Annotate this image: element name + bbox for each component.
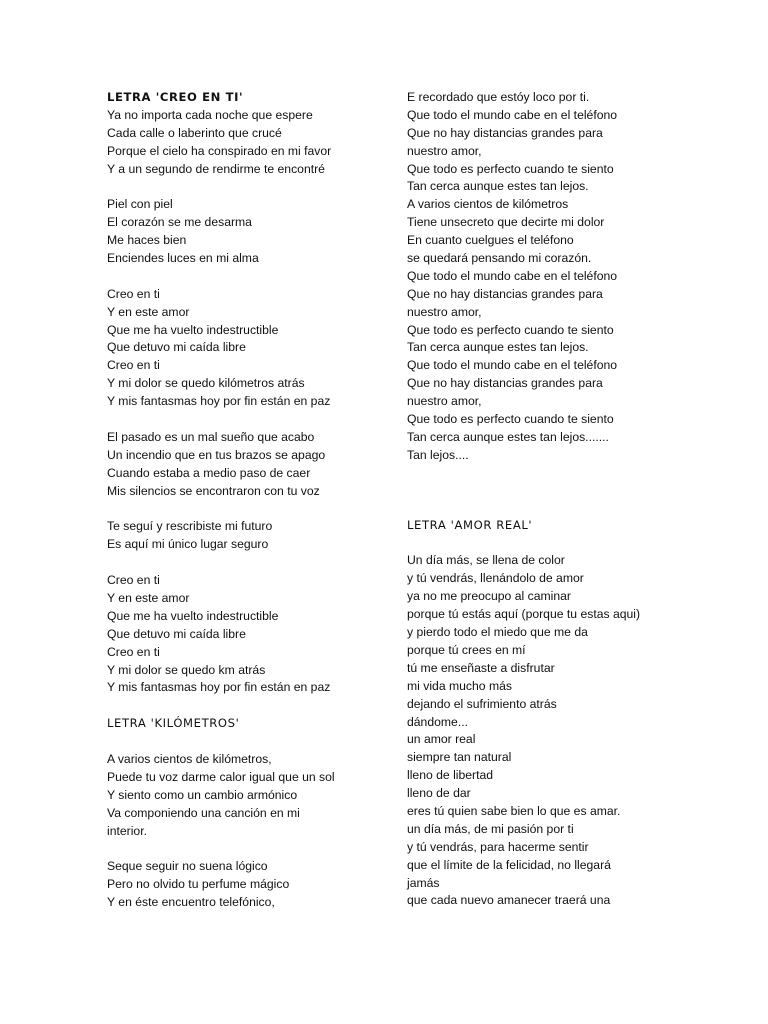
lyric-line: jamás	[407, 875, 440, 890]
lyric-line: se quedará pensando mi corazón.	[407, 251, 592, 266]
lyric-line: nuestro amor,	[407, 394, 482, 409]
lyric-line: Cuando estaba a medio paso de caer	[107, 465, 311, 480]
lyric-line: Que todo es perfecto cuando te siento	[407, 161, 614, 176]
lyric-line: Y en este amor	[107, 304, 190, 319]
stanza-gap	[107, 697, 392, 715]
lyric-line: Tan cerca aunque estes tan lejos.......	[407, 429, 609, 444]
lyric-line: Un incendio que en tus brazos se apago	[107, 447, 326, 462]
lyric-line: dándome...	[407, 714, 468, 729]
stanza-gap	[107, 268, 392, 286]
lyric-line: Y mi dolor se quedo km atrás	[107, 662, 266, 677]
lyric-line: Tiene unsecreto que decirte mi dolor	[407, 215, 605, 230]
lyric-line: y pierdo todo el miedo que me da	[407, 625, 588, 640]
stanza-gap	[407, 535, 707, 553]
lyric-line: y tú vendrás, para hacerme sentir	[407, 839, 589, 854]
lyric-line: Que todo el mundo cabe en el teléfono	[407, 358, 618, 373]
lyric-line: Piel con piel	[107, 197, 173, 212]
lyric-line: mi vida mucho más	[407, 678, 512, 693]
lyric-line: Enciendes luces en mi alma	[107, 251, 259, 266]
lyric-line: Creo en ti	[107, 573, 160, 588]
left-column	[107, 89, 392, 912]
lyric-line: Te seguí y rescribiste mi futuro	[107, 519, 273, 534]
lyric-line: Que todo es perfecto cuando te siento	[407, 412, 614, 427]
lyric-line: siempre tan natural	[407, 750, 512, 765]
lyric-line: Ya no importa cada noche que espere	[107, 107, 313, 122]
lyric-line: Creo en ti	[107, 286, 160, 301]
lyric-line: Creo en ti	[107, 358, 160, 373]
lyric-line: En cuanto cuelgues el teléfono	[407, 233, 574, 248]
title-amor-real: LETRA 'AMOR REAL'	[407, 517, 533, 532]
lyric-line: Y a un segundo de rendirme te encontré	[107, 161, 325, 176]
lyric-line: Es aquí mi único lugar seguro	[107, 537, 269, 552]
lyric-line: y tú vendrás, llenándolo de amor	[407, 571, 584, 586]
lyric-line: Que me ha vuelto indestructible	[107, 608, 279, 623]
lyric-line: nuestro amor,	[407, 143, 482, 158]
lyric-line: lleno de libertad	[407, 768, 494, 783]
lyric-line: El corazón se me desarma	[107, 215, 252, 230]
lyric-line: Que todo es perfecto cuando te siento	[407, 322, 614, 337]
lyric-line: Y siento como un cambio armónico	[107, 787, 298, 802]
stanza-gap	[107, 178, 392, 196]
lyric-line: que el límite de la felicidad, no llegará	[407, 857, 611, 872]
lyric-line: Y mis fantasmas hoy por fin están en paz	[107, 394, 331, 409]
lyric-line: Pero no olvido tu perfume mágico	[107, 877, 290, 892]
stanza-gap	[107, 500, 392, 518]
lyric-line: Tan cerca aunque estes tan lejos.	[407, 340, 589, 355]
lyric-line: A varios cientos de kilómetros,	[107, 751, 272, 766]
title-kilometros: LETRA 'KILÓMETROS'	[107, 716, 240, 731]
lyric-line: lleno de dar	[407, 786, 471, 801]
lyric-line: Tan lejos....	[407, 447, 469, 462]
stanza-gap	[107, 733, 392, 751]
lyric-line: Va componiendo una canción en mi	[107, 805, 300, 820]
lyric-line: un día más, de mi pasión por ti	[407, 821, 574, 836]
lyric-line: porque tú estás aquí (porque tu estas aqui)	[407, 607, 641, 622]
lyric-line: nuestro amor,	[407, 304, 482, 319]
lyric-line: Y en éste encuentro telefónico,	[107, 895, 275, 910]
stanza-gap	[107, 840, 392, 858]
right-column	[407, 89, 707, 910]
title-creo-en-ti: LETRA 'CREO EN TI'	[107, 90, 244, 104]
lyric-line: Que me ha vuelto indestructible	[107, 322, 279, 337]
lyric-line: Que no hay distancias grandes para	[407, 376, 603, 391]
lyric-line: Me haces bien	[107, 233, 187, 248]
lyric-line: Que no hay distancias grandes para	[407, 286, 603, 301]
lyric-line: Mis silencios se encontraron con tu voz	[107, 483, 320, 498]
lyric-line: Cada calle o laberinto que crucé	[107, 125, 282, 140]
lyric-line: Y en este amor	[107, 590, 190, 605]
lyric-line: Que no hay distancias grandes para	[407, 125, 603, 140]
lyric-line: Puede tu voz darme calor igual que un sol	[107, 769, 335, 784]
lyric-line: que cada nuevo amanecer traerá una	[407, 893, 611, 908]
stanza-gap	[107, 554, 392, 572]
lyric-line: dejando el sufrimiento atrás	[407, 696, 557, 711]
stanza-gap	[107, 411, 392, 429]
lyric-line: un amor real	[407, 732, 476, 747]
lyric-line: A varios cientos de kilómetros	[407, 197, 569, 212]
lyric-line: E recordado que estóy loco por ti.	[407, 90, 590, 104]
section-gap	[407, 465, 707, 517]
lyric-line: El pasado es un mal sueño que acabo	[107, 429, 315, 444]
lyric-line: Y mis fantasmas hoy por fin están en paz	[107, 680, 331, 695]
lyric-line: Un día más, se llena de color	[407, 553, 565, 568]
lyric-line: porque tú crees en mí	[407, 642, 526, 657]
lyric-line: interior.	[107, 823, 147, 838]
lyric-line: Porque el cielo ha conspirado en mi favor	[107, 143, 332, 158]
lyric-line: Que detuvo mi caída libre	[107, 626, 246, 641]
lyric-line: Tan cerca aunque estes tan lejos.	[407, 179, 589, 194]
lyric-line: Que detuvo mi caída libre	[107, 340, 246, 355]
lyric-line: Seque seguir no suena lógico	[107, 859, 268, 874]
lyric-line: Creo en ti	[107, 644, 160, 659]
lyric-line: eres tú quien sabe bien lo que es amar.	[407, 803, 621, 818]
lyric-line: Y mi dolor se quedo kilómetros atrás	[107, 376, 305, 391]
lyric-line: Que todo el mundo cabe en el teléfono	[407, 268, 618, 283]
lyric-line: ya no me preocupo al caminar	[407, 589, 571, 604]
lyric-line: Que todo el mundo cabe en el teléfono	[407, 107, 618, 122]
lyric-line: tú me enseñaste a disfrutar	[407, 660, 555, 675]
